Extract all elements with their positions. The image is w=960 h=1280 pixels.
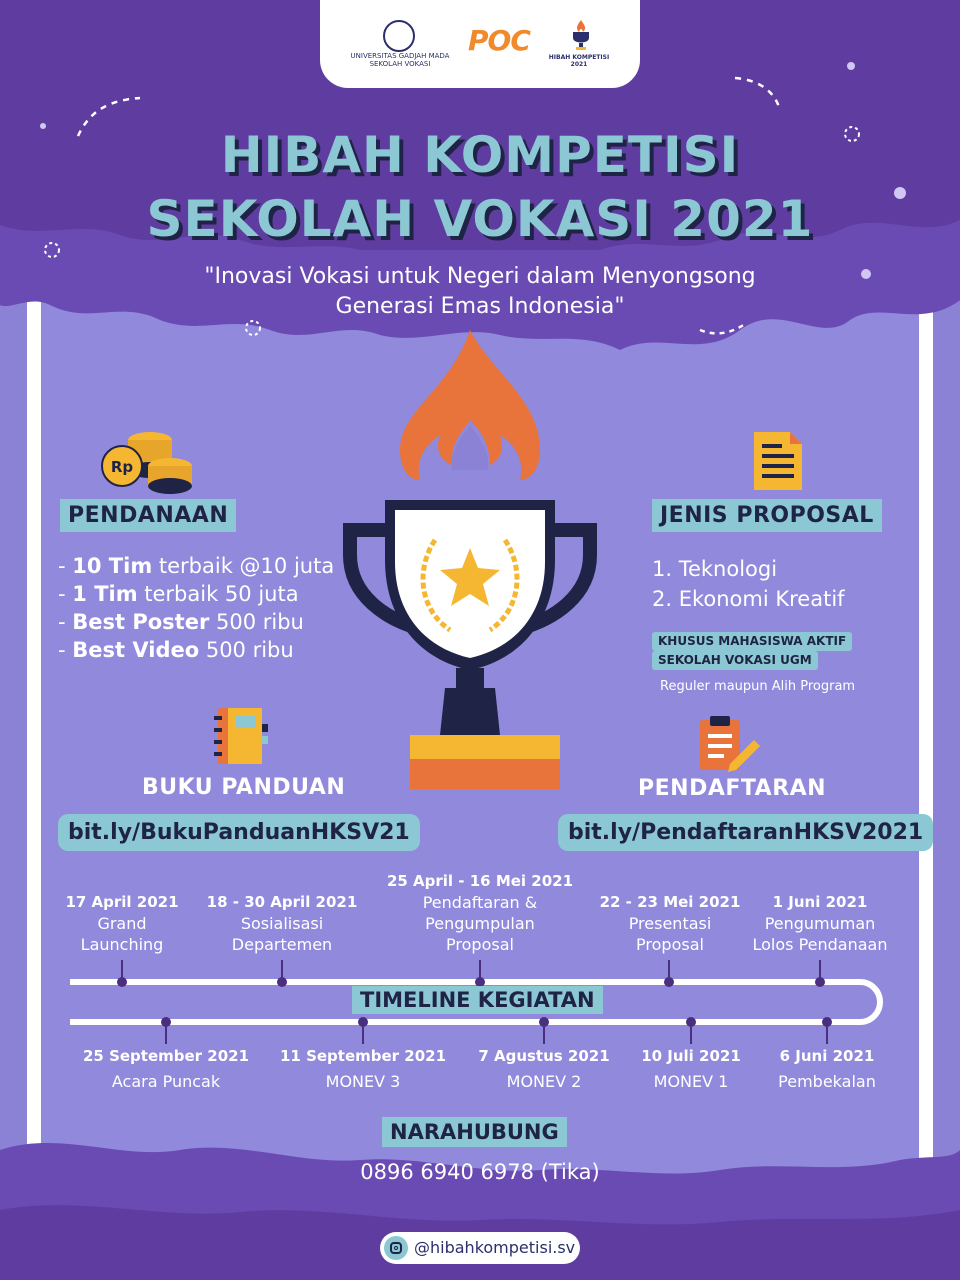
timeline-event: 7 Agustus 2021 MONEV 2 bbox=[478, 1047, 610, 1091]
khusus-line-2: SEKOLAH VOKASI UGM bbox=[652, 651, 818, 670]
timeline-event: 6 Juni 2021 Pembekalan bbox=[778, 1047, 876, 1091]
document-icon bbox=[752, 430, 804, 492]
guidebook-icon bbox=[214, 706, 270, 766]
jenis-heading: JENIS PROPOSAL bbox=[652, 503, 882, 528]
timeline-event: 10 Juli 2021 MONEV 1 bbox=[641, 1047, 741, 1091]
khusus-badge bbox=[652, 632, 852, 670]
timeline-event: 22 - 23 Mei 2021 Presentasi Proposal bbox=[599, 893, 741, 954]
instagram-handle[interactable]: @hibahkompetisi.sv bbox=[414, 1238, 576, 1257]
timeline-stem bbox=[668, 960, 670, 982]
timeline-event: 25 September 2021 Acara Puncak bbox=[82, 1047, 250, 1091]
pendanaan-item: - Best Poster 500 ribu bbox=[58, 610, 304, 634]
hk-logo-text: HIBAH KOMPETISI 2021 bbox=[548, 54, 610, 68]
daftar-heading: PENDAFTARAN bbox=[638, 776, 827, 801]
trophy-icon bbox=[340, 330, 600, 790]
ugm-seal-icon bbox=[383, 20, 415, 52]
timeline-event: 1 Juni 2021 Pengumuman Lolos Pendanaan bbox=[752, 893, 888, 954]
svg-text:Rp: Rp bbox=[110, 458, 134, 476]
timeline-event: 17 April 2021 Grand Launching bbox=[65, 893, 179, 954]
timeline-stem bbox=[543, 1022, 545, 1044]
pendanaan-heading: PENDANAAN bbox=[60, 503, 236, 528]
buku-heading: BUKU PANDUAN bbox=[142, 775, 346, 800]
clipboard-pencil-icon bbox=[696, 714, 762, 772]
pendanaan-item: - Best Video 500 ribu bbox=[58, 638, 294, 662]
timeline-stem bbox=[165, 1022, 167, 1044]
jenis-item: 1. Teknologi bbox=[652, 557, 778, 581]
daftar-link[interactable]: bit.ly/PendaftaranHKSV2021 bbox=[558, 814, 933, 851]
pendanaan-item: - 10 Tim terbaik @10 juta bbox=[58, 554, 335, 578]
timeline-stem bbox=[281, 960, 283, 982]
timeline-stem bbox=[819, 960, 821, 982]
instagram-icon bbox=[384, 1236, 408, 1260]
rp-coins-icon bbox=[100, 428, 200, 496]
timeline-stem bbox=[121, 960, 123, 982]
contact-phone: 0896 6940 6978 (Tika) bbox=[360, 1160, 600, 1184]
timeline-event: 18 - 30 April 2021 Sosialisasi Departemen bbox=[206, 893, 358, 954]
timeline-label: TIMELINE KEGIATAN bbox=[352, 986, 603, 1014]
pendanaan-list bbox=[58, 552, 334, 664]
title-line-1: HIBAH KOMPETISI bbox=[220, 126, 740, 184]
tagline bbox=[100, 262, 860, 322]
timeline-stem bbox=[362, 1022, 364, 1044]
timeline-event: 25 April - 16 Mei 2021 Pendaftaran & Pengumpulan Proposal bbox=[386, 872, 574, 954]
timeline-stem bbox=[826, 1022, 828, 1044]
pendanaan-item: - 1 Tim terbaik 50 juta bbox=[58, 582, 299, 606]
jenis-list bbox=[652, 554, 845, 614]
reguler-note: Reguler maupun Alih Program bbox=[660, 679, 856, 694]
poc-logo: POC bbox=[468, 24, 530, 57]
ugm-logo-text: UNIVERSITAS GADJAH MADA SEKOLAH VOKASI bbox=[350, 52, 450, 68]
tagline-line-2: Generasi Emas Indonesia" bbox=[335, 294, 625, 319]
timeline-stem bbox=[690, 1022, 692, 1044]
buku-link[interactable]: bit.ly/BukuPanduanHKSV21 bbox=[58, 814, 420, 851]
hk-trophy-logo-icon bbox=[569, 18, 593, 52]
contact-heading: NARAHUBUNG bbox=[382, 1117, 567, 1147]
timeline-stem bbox=[479, 960, 481, 982]
title-line-2: SEKOLAH VOKASI 2021 bbox=[146, 190, 814, 248]
khusus-line-1: KHUSUS MAHASISWA AKTIF bbox=[652, 632, 852, 651]
timeline-event: 11 September 2021 MONEV 3 bbox=[279, 1047, 447, 1091]
tagline-line-1: "Inovasi Vokasi untuk Negeri dalam Menyongsong bbox=[204, 264, 756, 289]
jenis-item: 2. Ekonomi Kreatif bbox=[652, 587, 845, 611]
